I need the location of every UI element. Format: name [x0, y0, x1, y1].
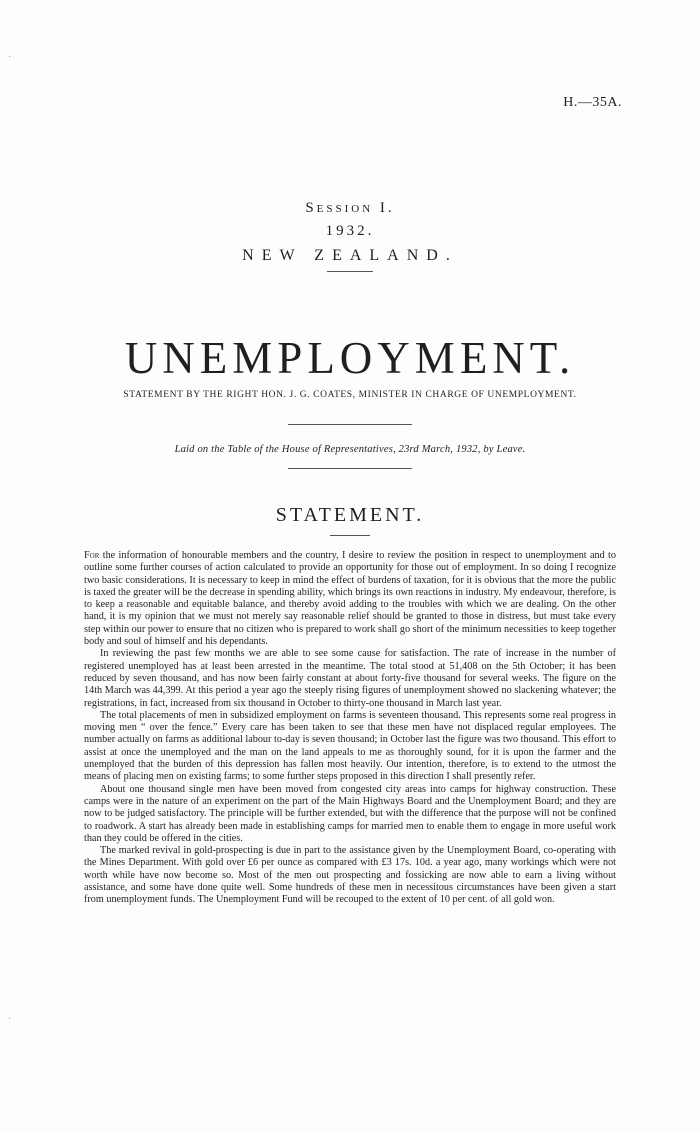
- divider-short: [327, 271, 373, 272]
- paragraph-text: the information of honourable members and the country, I desire to review the position in respect to unemployment and to outline some further courses of action calculated to provide an opportunity for those out of employment. In so doing I recognize two basic considerations. It is necessary to keep in mind the effect of burdens of taxation, for it is obvious that the more the public is taxed the greater will be the decrease in spending ability, which brings its own reactions in industry. My endeavour, therefore, is to keep a reasonable and equitable balance, and thereby avoid adding to the troubles with which we are dealing. On the other hand, it is my opinion that we must not merely say reasonable relief should be granted to those in distress, but must take every step within our power to ensure that no citizen who is prepared to work shall go short of the minimum necessities to keep together body and soul of himself and his dependants.: [84, 550, 616, 648]
- divider-short-2: [330, 535, 370, 536]
- paragraph: About one thousand single men have been moved from congested city areas into camps for highway construction. These camps were in the nature of an experiment on the part of the Main Highways Board and the Unemployment Board; and they are now to be judged satisfactory. The principle will be further extended, but with the difference that the purpose will not be confined to roadwork. A start has already been made in establishing camps for married men to enable them to engage in more useful work than they could be offered in the cities.: [84, 783, 616, 844]
- paragraph-lead: For: [84, 550, 100, 561]
- paragraph: [84, 550, 616, 648]
- byline: STATEMENT BY THE RIGHT HON. J. G. COATES, MINISTER IN CHARGE OF UNEMPLOYMENT.: [123, 390, 577, 400]
- main-title: UNEMPLOYMENT.: [124, 333, 576, 383]
- document-reference: H.—35A.: [563, 95, 622, 110]
- laid-on-table-note: Laid on the Table of the House of Representatives, 23rd March, 1932, by Leave.: [174, 444, 526, 455]
- paragraph: The marked revival in gold-prospecting is due in part to the assistance given by the Unemployment Board, co-operating with the Mines Department. With gold over £6 per ounce as compared with £3 17s. 10d. a year ago, many workings which were not worth while have now become so. Most of the men out prospecting and fossicking are now able to earn a living without assistance, and some have done quite well. Some hundreds of these men in necessitous circumstances have been given a start from unemployment funds. The Unemployment Fund will be recouped to the extent of 10 per cent. of all gold won.: [84, 845, 616, 906]
- year-label: 1932.: [325, 223, 375, 239]
- section-heading: STATEMENT.: [275, 504, 425, 526]
- scan-speck: ·: [8, 1014, 12, 1025]
- statement-body: [84, 550, 616, 907]
- scan-speck: ·: [8, 52, 12, 63]
- paragraph: In reviewing the past few months we are able to see some cause for satisfaction. The rate of increase in the number of registered unemployed has at least been arrested in the meantime. The total stood at 51,408 on the 5th October; it has been reduced by seven thousand, and has now been fairly constant at about forty-five thousand for several weeks. The figure on the 14th March was 44,399. At this period a year ago the steeply rising figures of unemployment showed no slackening whatever; the registrations, in fact, increased from six thousand in October to thirty-one thousand in March last year.: [84, 648, 616, 709]
- session-label: Session I.: [305, 200, 395, 216]
- divider-long-2: [288, 468, 412, 469]
- divider-long: [288, 424, 412, 425]
- country-label: NEW ZEALAND.: [242, 247, 458, 264]
- paragraph: The total placements of men in subsidized employment on farms is seventeen thousand. This represents some real progress in moving men “ over the fence.” Every care has been taken to see that these men have not displaced regular employees. The number actually on farms as additional labour to-day is seven thousand; in October last the figure was two thousand. This effort to assist at once the unemployed and the man on the land appeals to me as thoroughly sound, for it is upon the farmer and the unemployed that the burden of this depression has fallen most heavily. Our intention, therefore, is to extend to the utmost the means of placing men on existing farms; to some further steps proposed in this direction I shall presently refer.: [84, 709, 616, 783]
